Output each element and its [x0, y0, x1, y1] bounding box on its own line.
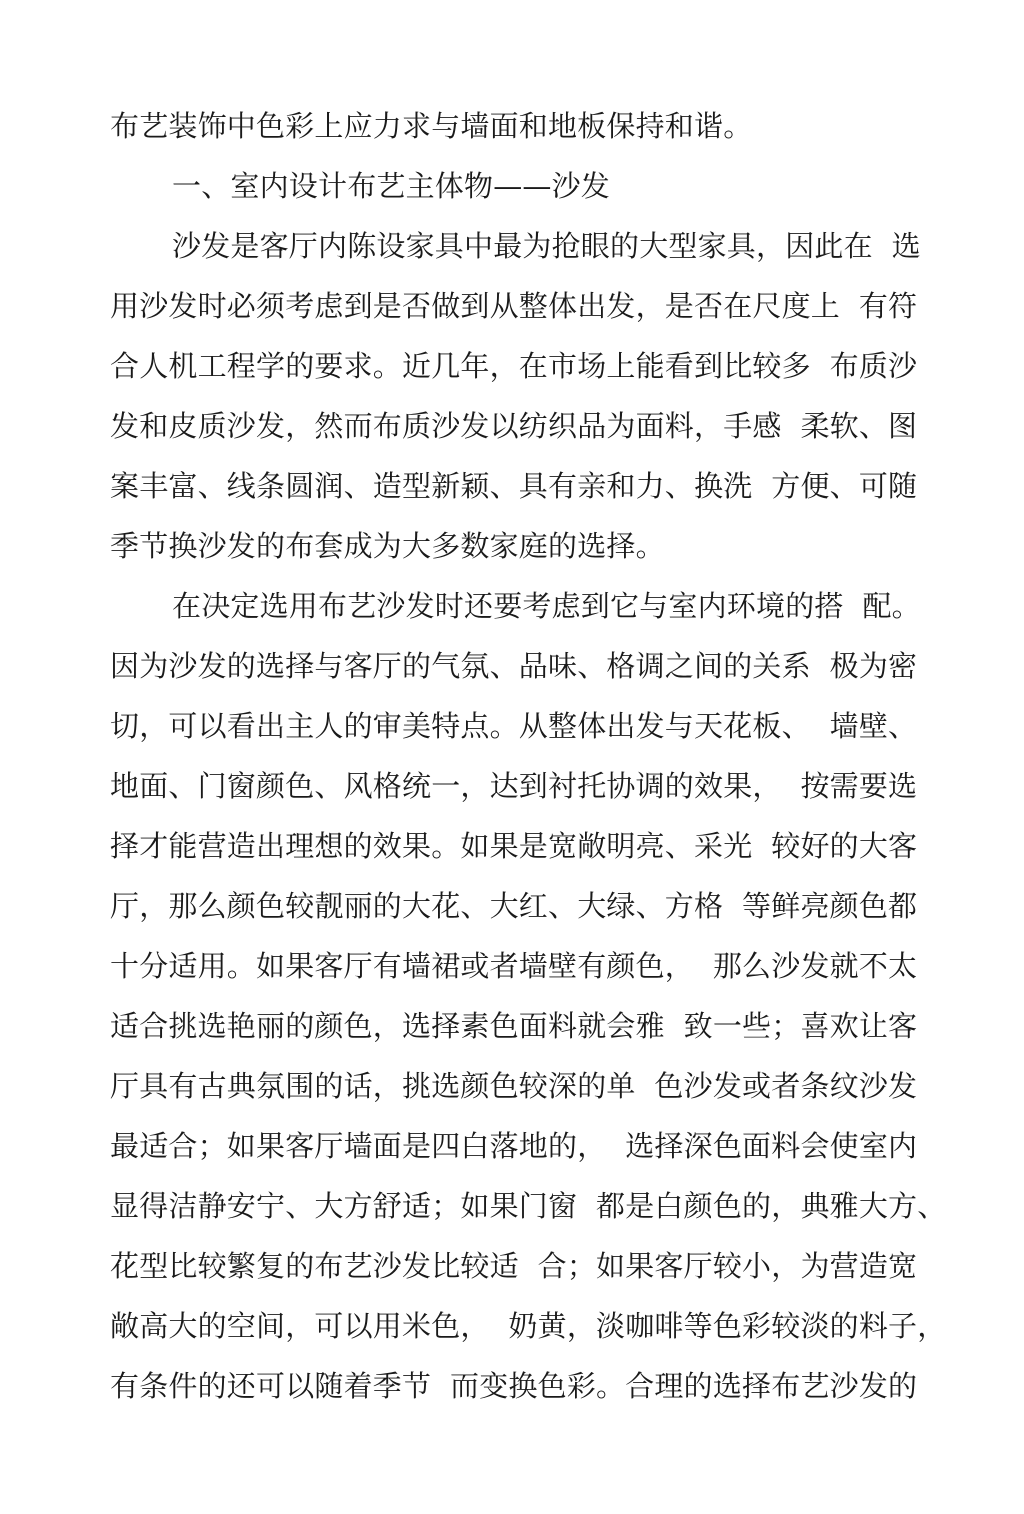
text-line: 敞高大的空间，可以用米色， 奶黄，淡咖啡等色彩较淡的料子，	[110, 1309, 947, 1343]
text-line: 厅，那么颜色较靓丽的大花、大红、大绿、方格 等鲜亮颜色都	[110, 889, 918, 923]
text-line: 因为沙发的选择与客厅的气氛、品味、格调之间的关系 极为密	[110, 649, 918, 683]
text-line: 适合挑选艳丽的颜色，选择素色面料就会雅 致一些；喜欢让客	[110, 1009, 918, 1043]
section-heading: 一、室内设计布艺主体物——沙发	[172, 169, 611, 203]
text-line: 择才能营造出理想的效果。如果是宽敞明亮、采光 较好的大客	[110, 829, 918, 863]
text-line: 合人机工程学的要求。近几年，在市场上能看到比较多 布质沙	[110, 349, 918, 383]
text-line: 显得洁静安宁、大方舒适；如果门窗 都是白颜色的，典雅大方、	[110, 1189, 947, 1223]
text-line: 切，可以看出主人的审美特点。从整体出发与天花板、 墙壁、	[110, 709, 918, 743]
text-line: 地面、门窗颜色、风格统一，达到衬托协调的效果， 按需要选	[110, 769, 918, 803]
text-line: 季节换沙发的布套成为大多数家庭的选择。	[110, 529, 665, 563]
text-line: 最适合；如果客厅墙面是四白落地的， 选择深色面料会使室内	[110, 1129, 918, 1163]
text-line: 发和皮质沙发，然而布质沙发以纺织品为面料，手感 柔软、图	[110, 409, 918, 443]
text-line: 用沙发时必须考虑到是否做到从整体出发，是否在尺度上 有符	[110, 289, 918, 323]
text-line: 布艺装饰中色彩上应力求与墙面和地板保持和谐。	[110, 109, 753, 143]
text-line: 在决定选用布艺沙发时还要考虑到它与室内环境的搭 配。	[172, 589, 921, 623]
text-line: 十分适用。如果客厅有墙裙或者墙壁有颜色， 那么沙发就不太	[110, 949, 918, 983]
text-line: 有条件的还可以随着季节 而变换色彩。合理的选择布艺沙发的	[110, 1369, 918, 1403]
text-line: 厅具有古典氛围的话，挑选颜色较深的单 色沙发或者条纹沙发	[110, 1069, 918, 1103]
text-line: 案丰富、线条圆润、造型新颖、具有亲和力、换洗 方便、可随	[110, 469, 918, 503]
text-line: 沙发是客厅内陈设家具中最为抢眼的大型家具，因此在 选	[172, 229, 921, 263]
text-line: 花型比较繁复的布艺沙发比较适 合；如果客厅较小，为营造宽	[110, 1249, 918, 1283]
